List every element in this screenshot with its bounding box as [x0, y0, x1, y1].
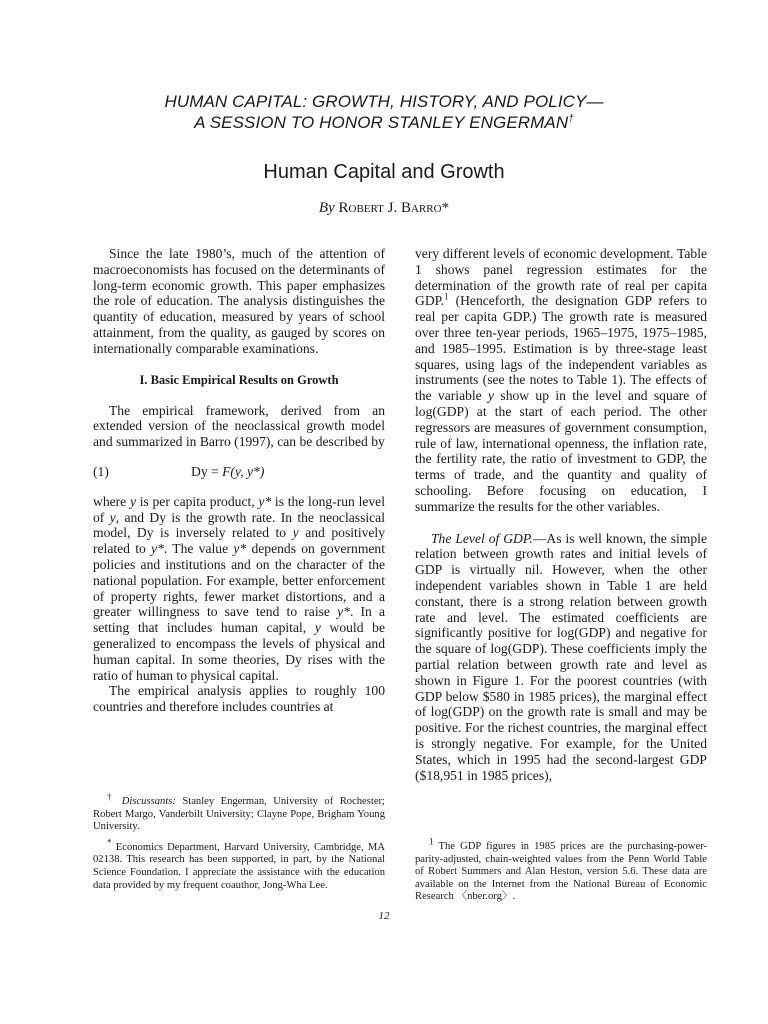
var-y: y [292, 525, 299, 541]
text-run: (Henceforth, the designation GDP refers to real per capita GDP.) The growth rate is measured over three ten-year periods, 1965–1975, 1975–1985, and 1985–1995. Estimation is by three-stage least squares, using lags of the independent variables as instruments (see the notes to Table 1). The effects of the variable [415, 293, 707, 404]
var-y-star: y* [337, 604, 350, 620]
var-y-star: y* [151, 541, 164, 557]
text-run: would be generalized to encompass the levels of physical and human capital. In some theories, Dy rises with the ratio of human to physical capital. [93, 620, 385, 683]
footnote-1-mark: 1 [429, 836, 434, 847]
footnotes-right [415, 836, 707, 904]
text-run: , and Dy is the growth rate. In the neoclassical model, Dy is inversely related to [93, 509, 385, 541]
footnote-author [93, 837, 385, 892]
footnote-discussants [93, 791, 385, 834]
author-footnote-mark: * [441, 200, 450, 216]
text-run: —As is well known, the simple relation between growth rates and initial levels of GDP is virtually nil. However, when the other independent variables shown in Table 1 are held constant, there is a strong relation between growth rate and level. The estimated coefficients are significantly positive for log(GDP) and negative for the square of log(GDP). These coefficients imply the partial relation between growth rate and level as shown in Figure 1. For the poorest countries (with GDP below $580 in 1985 prices), the marginal effect of log(GDP) on the growth rate is small and may be positive. For the richest countries, the marginal effect is strongly negative. For example, for the United States, which in 1995 had the second-largest GDP ($18,951 in 1985 prices), [415, 530, 707, 783]
text-run: Stanley Engerman, University of Rochester; Robert Margo, Vanderbilt University; Clayne Pope, Brigham Young University. [93, 796, 385, 833]
text-run: show up in the level and square of log(GDP) at the start of each period. The other regressors are measures of government consumption, rule of law, international openness, the inflation rate, the fertility rate, the ratio of investment to GDP, the terms of trade, and the quantity and quality of schooling. Before focusing on education, I summarize the results for the other variables. [415, 388, 707, 514]
text-run: . The value [163, 541, 234, 557]
discussants-label: Discussants: [121, 796, 176, 807]
footnote-1 [415, 836, 707, 904]
where-paragraph [93, 494, 385, 684]
session-title [0, 91, 768, 133]
equation-number: (1) [93, 463, 109, 479]
subsection-heading: The Level of GDP. [431, 530, 533, 546]
framework-paragraph: The empirical framework, derived from an extended version of the neoclassical growth model and summarized in Barro (1997), can be described by [93, 402, 385, 450]
equation-1 [93, 464, 385, 480]
equation-args: (y, y*) [230, 463, 265, 479]
article-title: Human Capital and Growth [263, 161, 505, 183]
dagger-mark: † [568, 113, 574, 125]
author-name: Robert J. Barro [338, 200, 442, 216]
footnotes-left [93, 791, 385, 900]
page-number: 12 [378, 910, 390, 922]
var-y-star: y* [233, 541, 247, 557]
text-run: where [93, 493, 130, 509]
intro-paragraph: Since the late 1980’s, much of the attention of macroeconomists has focused on the determinants of long-term economic growth. This paper emphasizes the role of education. The analysis distinguishes the quantity of education, measured by years of school attainment, from the quality, as gauged by scores on internationally comparable examinations. [93, 246, 385, 356]
text-run: and positively related to [93, 525, 385, 557]
star-mark: * [107, 837, 112, 848]
text-run: . In a setting that includes human capital, [93, 604, 385, 636]
equation-function: F [222, 463, 231, 479]
session-title-line-2 [0, 112, 768, 133]
byline-prefix: By [318, 200, 335, 216]
text-run: is per capita product, [135, 493, 259, 509]
footnote-ref-1: 1 [444, 291, 449, 302]
var-y: y [488, 388, 495, 404]
text-run: depends on government policies and institutions and on the character of the national population. For example, better enforcement of property rights, fewer market distortions, and a greater willingness to save tend to raise [93, 541, 386, 620]
text-run: is the long-run level of [93, 493, 385, 525]
session-title-line-2-text: A SESSION TO HONOR STANLEY ENGERMAN [194, 113, 569, 132]
level-of-gdp-paragraph [415, 531, 707, 784]
var-y: y [314, 620, 321, 636]
var-y: y [129, 493, 136, 509]
text-run: Economics Department, Harvard University, Cambridge, MA 02138. This research has been supported, in part, by the National Science Foundation. I appreciate the assistance with the education data provided by my frequent coauthor, Jong-Wha Lee. [93, 841, 385, 891]
text-run: very different levels of economic development. Table 1 shows panel regression estimates for the determination of the growth rate of real per capita GDP. [415, 246, 707, 309]
equation-body [191, 464, 264, 480]
text-run: The GDP figures in 1985 prices are the purchasing-power-parity-adjusted, chain-weighted values from the Penn World Table of Robert Summers and Alan Heston, version 5.6. These data are available on the Internet from the National Bureau of Economic Research 〈nber.org〉. [415, 841, 707, 903]
session-title-line-1: HUMAN CAPITAL: GROWTH, HISTORY, AND POLICY— [164, 92, 604, 111]
var-y: y [109, 509, 116, 525]
byline [0, 199, 768, 217]
equation-lhs: Dy = [191, 463, 223, 479]
var-y-star: y* [258, 493, 272, 509]
continuation-paragraph [415, 246, 707, 515]
empirical-paragraph: The empirical analysis applies to roughly 100 countries and therefore includes countries at [93, 683, 385, 715]
left-column [93, 246, 385, 715]
section-heading: I. Basic Empirical Results on Growth [139, 372, 339, 387]
right-column [415, 246, 707, 783]
dagger-mark: † [107, 791, 116, 802]
